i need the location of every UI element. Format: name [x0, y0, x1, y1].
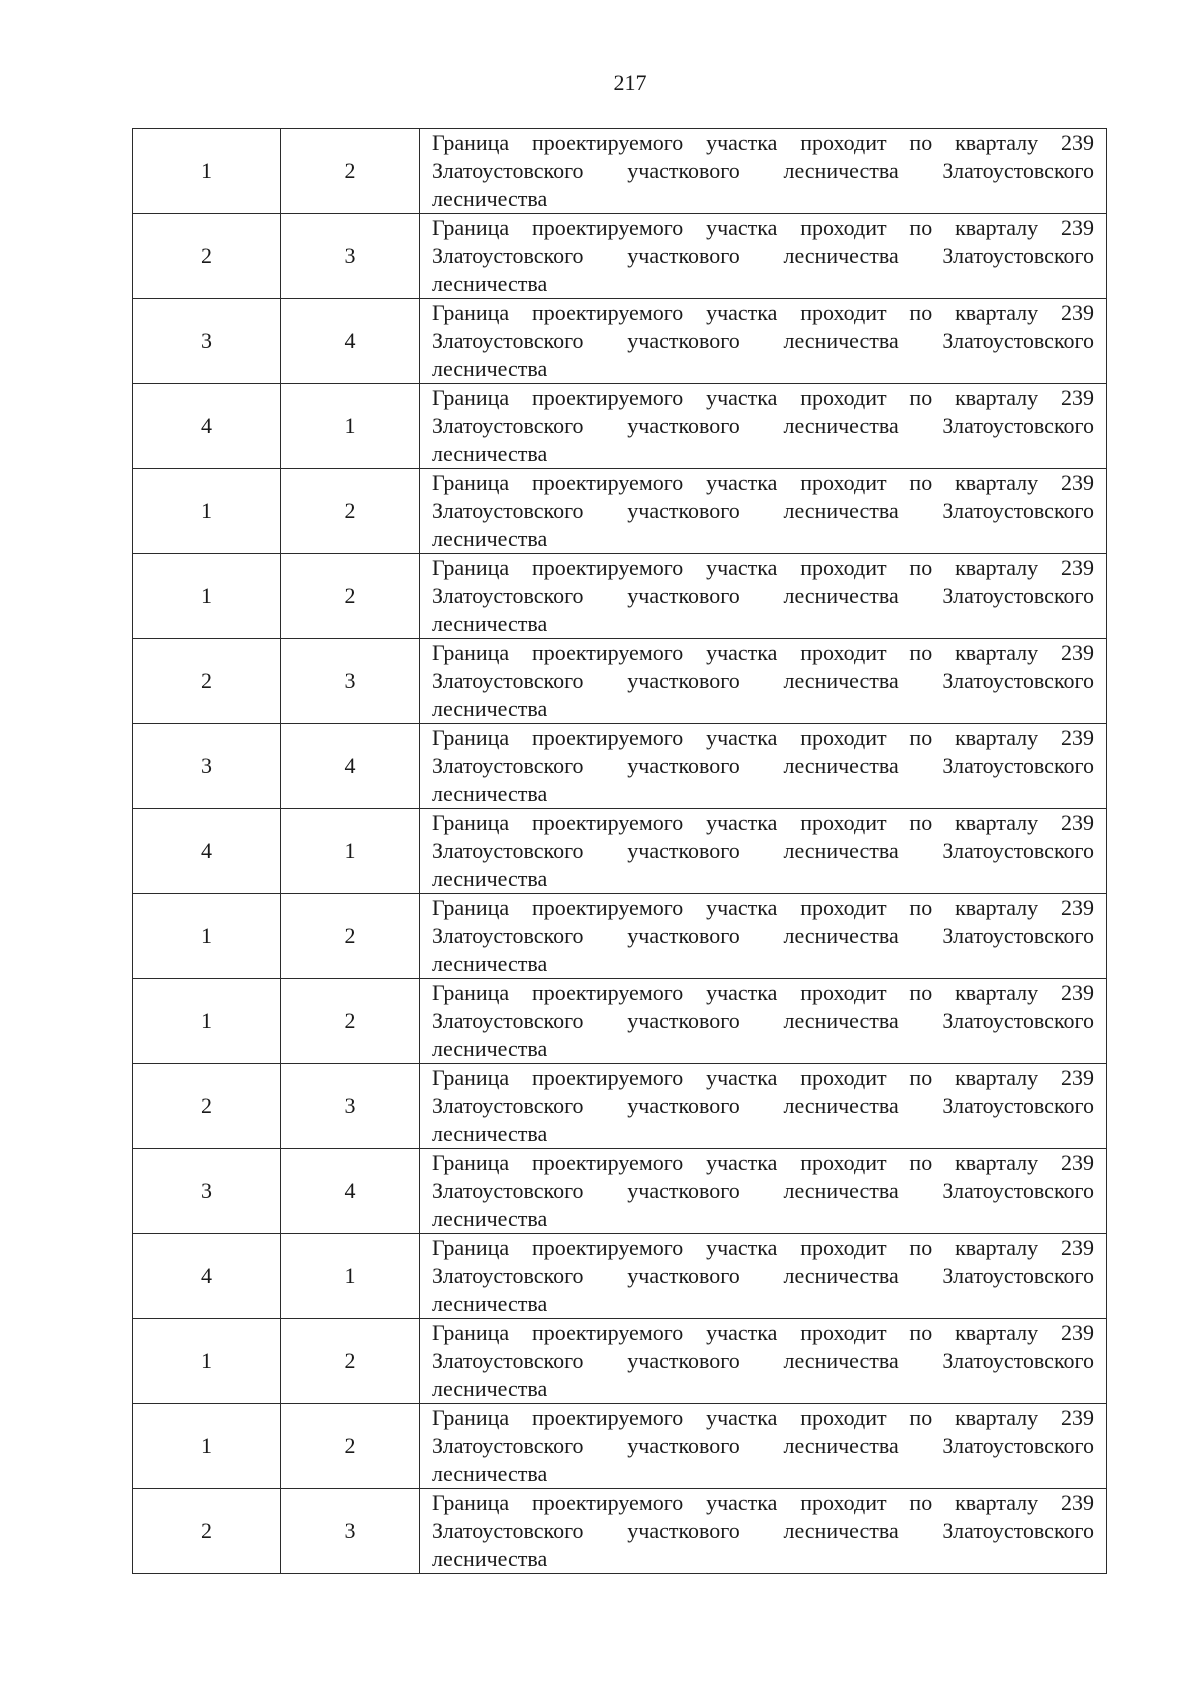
table-row [133, 1319, 1107, 1404]
to-point-cell: 1 [281, 384, 420, 469]
boundary-description-cell: Граница проектируемого участка проходит по кварталу 239 Златоустовского участкового лесничества Златоустовского лесничества [420, 299, 1107, 384]
boundary-description-cell: Граница проектируемого участка проходит по кварталу 239 Златоустовского участкового лесничества Златоустовского лесничества [420, 554, 1107, 639]
boundary-description-cell: Граница проектируемого участка проходит по кварталу 239 Златоустовского участкового лесничества Златоустовского лесничества [420, 1064, 1107, 1149]
from-point-cell: 2 [133, 1489, 281, 1574]
to-point-cell: 3 [281, 639, 420, 724]
boundary-description-cell: Граница проектируемого участка проходит по кварталу 239 Златоустовского участкового лесничества Златоустовского лесничества [420, 129, 1107, 214]
from-point-cell: 3 [133, 724, 281, 809]
boundary-description-cell: Граница проектируемого участка проходит по кварталу 239 Златоустовского участкового лесничества Златоустовского лесничества [420, 1489, 1107, 1574]
table-row [133, 384, 1107, 469]
to-point-cell: 3 [281, 1489, 420, 1574]
from-point-cell: 2 [133, 214, 281, 299]
from-point-cell: 1 [133, 894, 281, 979]
to-point-cell: 4 [281, 724, 420, 809]
to-point-cell: 2 [281, 979, 420, 1064]
boundary-description-cell: Граница проектируемого участка проходит по кварталу 239 Златоустовского участкового лесничества Златоустовского лесничества [420, 1319, 1107, 1404]
to-point-cell: 4 [281, 299, 420, 384]
to-point-cell: 2 [281, 129, 420, 214]
boundary-description-cell: Граница проектируемого участка проходит по кварталу 239 Златоустовского участкового лесничества Златоустовского лесничества [420, 1234, 1107, 1319]
from-point-cell: 2 [133, 639, 281, 724]
from-point-cell: 4 [133, 384, 281, 469]
table-row [133, 724, 1107, 809]
table-row [133, 299, 1107, 384]
from-point-cell: 1 [133, 554, 281, 639]
table-row [133, 214, 1107, 299]
table-row [133, 979, 1107, 1064]
page-number: 217 [613, 70, 647, 95]
table-row [133, 1234, 1107, 1319]
to-point-cell: 1 [281, 809, 420, 894]
to-point-cell: 3 [281, 1064, 420, 1149]
table-row [133, 639, 1107, 724]
boundary-description-cell: Граница проектируемого участка проходит по кварталу 239 Златоустовского участкового лесничества Златоустовского лесничества [420, 1404, 1107, 1489]
to-point-cell: 3 [281, 214, 420, 299]
from-point-cell: 4 [133, 809, 281, 894]
table-row [133, 1404, 1107, 1489]
to-point-cell: 1 [281, 1234, 420, 1319]
table-body [133, 129, 1107, 1574]
to-point-cell: 2 [281, 1404, 420, 1489]
boundary-description-cell: Граница проектируемого участка проходит по кварталу 239 Златоустовского участкового лесничества Златоустовского лесничества [420, 894, 1107, 979]
boundary-description-cell: Граница проектируемого участка проходит по кварталу 239 Златоустовского участкового лесничества Златоустовского лесничества [420, 1149, 1107, 1234]
to-point-cell: 2 [281, 554, 420, 639]
from-point-cell: 1 [133, 979, 281, 1064]
table-row [133, 1064, 1107, 1149]
table-row [133, 894, 1107, 979]
to-point-cell: 2 [281, 1319, 420, 1404]
from-point-cell: 3 [133, 1149, 281, 1234]
boundary-description-cell: Граница проектируемого участка проходит по кварталу 239 Златоустовского участкового лесничества Златоустовского лесничества [420, 979, 1107, 1064]
table-row [133, 554, 1107, 639]
boundary-description-cell: Граница проектируемого участка проходит по кварталу 239 Златоустовского участкового лесничества Златоустовского лесничества [420, 469, 1107, 554]
from-point-cell: 1 [133, 1319, 281, 1404]
boundary-description-table [132, 128, 1107, 1574]
to-point-cell: 2 [281, 469, 420, 554]
to-point-cell: 2 [281, 894, 420, 979]
from-point-cell: 3 [133, 299, 281, 384]
boundary-description-cell: Граница проектируемого участка проходит по кварталу 239 Златоустовского участкового лесничества Златоустовского лесничества [420, 214, 1107, 299]
to-point-cell: 4 [281, 1149, 420, 1234]
table-row [133, 1489, 1107, 1574]
from-point-cell: 2 [133, 1064, 281, 1149]
boundary-description-cell: Граница проектируемого участка проходит по кварталу 239 Златоустовского участкового лесничества Златоустовского лесничества [420, 384, 1107, 469]
from-point-cell: 4 [133, 1234, 281, 1319]
from-point-cell: 1 [133, 469, 281, 554]
from-point-cell: 1 [133, 1404, 281, 1489]
table-row [133, 469, 1107, 554]
boundary-description-cell: Граница проектируемого участка проходит по кварталу 239 Златоустовского участкового лесничества Златоустовского лесничества [420, 809, 1107, 894]
boundary-description-cell: Граница проектируемого участка проходит по кварталу 239 Златоустовского участкового лесничества Златоустовского лесничества [420, 724, 1107, 809]
table-row [133, 129, 1107, 214]
boundary-description-cell: Граница проектируемого участка проходит по кварталу 239 Златоустовского участкового лесничества Златоустовского лесничества [420, 639, 1107, 724]
table-row [133, 1149, 1107, 1234]
table-row [133, 809, 1107, 894]
from-point-cell: 1 [133, 129, 281, 214]
